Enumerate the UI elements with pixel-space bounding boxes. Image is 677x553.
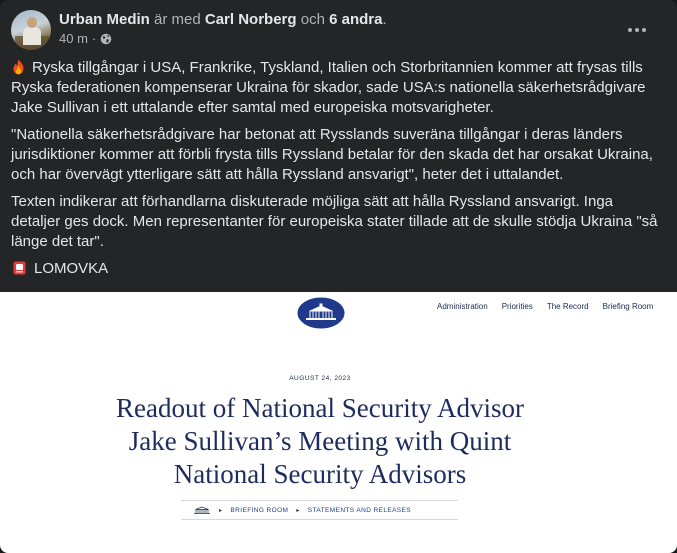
red-square-emoji-icon (13, 261, 26, 275)
post-paragraph: "Nationella säkerhetsrådgivare har betonat att Rysslands suveräna tillgångar i deras länders jurisdiktioner kommer att förbli frysta tills Ryssland betalar för den skada det har orsakat Ukraina, och har övervägt ytterligare sätt att hålla Ryssland ansvarigt", heter det i uttalandet. (11, 126, 653, 183)
breadcrumb-item: STATEMENTS AND RELEASES (307, 506, 412, 514)
post-meta (59, 31, 112, 46)
post-author-line (59, 11, 387, 28)
image-date: AUGUST 24, 2023 (289, 375, 351, 382)
post-signature-line (11, 259, 666, 279)
post-paragraph: Texten indikerar att förhandlarna diskuterade möjliga sätt att hålla Ryssland ansvarigt. Inga detaljer ges dock. Men representanter för europeiska stater tillade att de skulle stödja Ukraina "så länge det tar". (11, 193, 658, 250)
globe-icon[interactable] (100, 33, 112, 45)
image-breadcrumb (181, 500, 458, 520)
period: . (382, 11, 387, 28)
fire-emoji-icon (11, 59, 26, 75)
image-nav (437, 302, 653, 311)
image-nav-item: Administration (437, 302, 488, 311)
image-nav-item: The Record (546, 302, 589, 311)
author-avatar[interactable] (11, 10, 51, 50)
post-body (11, 58, 666, 286)
attached-image[interactable] (0, 292, 677, 553)
image-nav-item: Priorities (501, 302, 533, 311)
post-paragraph (11, 58, 666, 118)
image-nav-item: Briefing Room (602, 302, 654, 311)
and-text: och (300, 11, 325, 28)
breadcrumb-item: BRIEFING ROOM (230, 506, 289, 514)
image-title-line: Jake Sullivan’s Meeting with Quint (128, 426, 512, 456)
with-text: är med (154, 11, 201, 28)
author-name[interactable]: Urban Medin (59, 11, 150, 28)
white-house-logo-icon (297, 297, 345, 329)
white-house-small-icon (193, 506, 211, 514)
post-time[interactable]: 40 m (59, 31, 88, 46)
image-title (0, 392, 640, 491)
breadcrumb-separator: ▸ (296, 507, 300, 514)
tagged-others-link[interactable]: 6 andra (329, 11, 383, 28)
image-title-line: National Security Advisors (173, 459, 467, 489)
post-header (11, 10, 671, 50)
image-title-line: Readout of National Security Advisor (116, 393, 524, 423)
paragraph-1-text: Ryska tillgångar i USA, Frankrike, Tyskland, Italien och Storbritannien kommer att frysas tills Ryska federationen kompenserar Ukraina för skador, sade USA:s nationella säkerhetsrådgivare Jake Sullivan i ett uttalande efter samtal med europeiska motsvarigheter. (11, 59, 646, 116)
more-options-icon[interactable] (623, 24, 651, 36)
breadcrumb-separator: ▸ (219, 507, 223, 514)
tagged-person[interactable]: Carl Norberg (204, 11, 297, 28)
meta-dot: · (91, 31, 97, 46)
post-signature: LOMOVKA (34, 260, 109, 277)
